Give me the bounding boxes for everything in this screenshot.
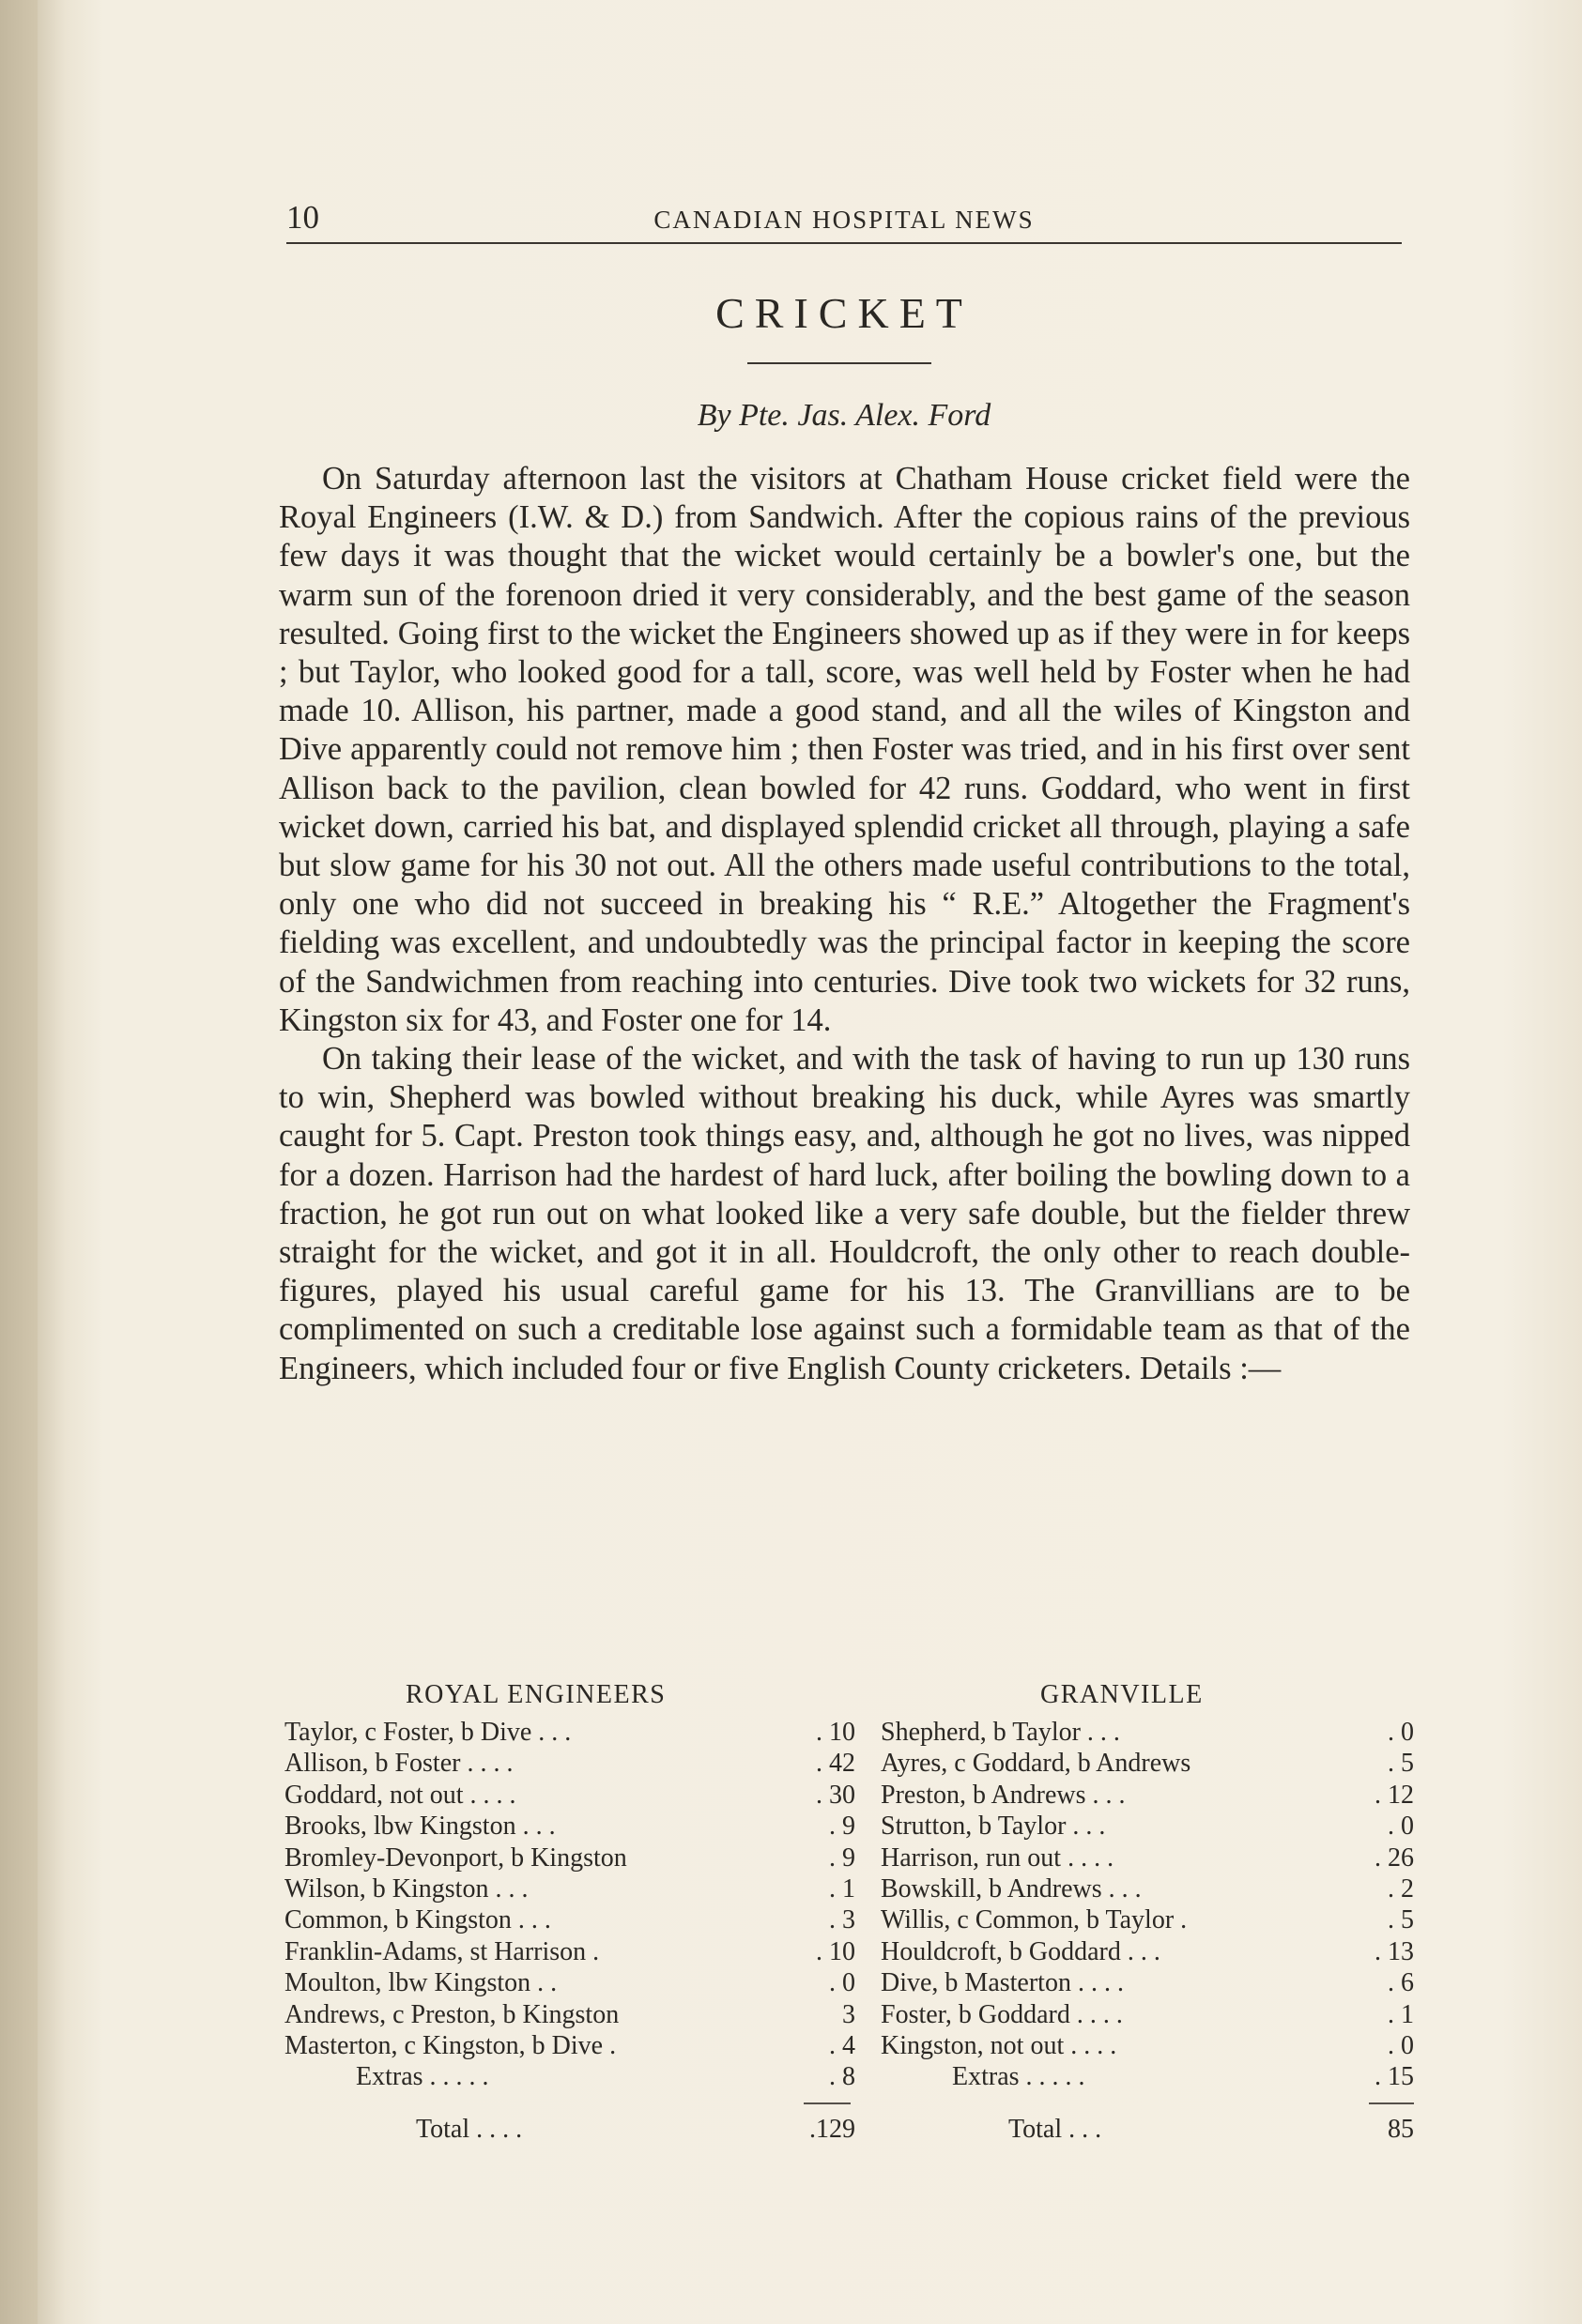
batsman-name: Goddard, not out . . . . [284,1780,516,1810]
batsman-name: Masterton, c Kingston, b Dive . [284,2030,617,2060]
score-row [881,1811,1414,1842]
article-body [279,460,1410,1388]
score-row [881,1780,1414,1811]
granville-scorecard [881,1717,1414,2093]
runs: . 9 [829,1842,855,1873]
royal-engineers-scorecard [284,1717,855,2093]
batsman-name: Extras . . . . . [952,2062,1085,2092]
total-runs: .129 [809,2115,855,2144]
runs: . 0 [829,1968,855,1998]
header-rule [286,242,1402,244]
runs: . 2 [1388,1873,1414,1904]
score-row [881,1873,1414,1904]
runs: . 9 [829,1812,855,1842]
score-row [284,1717,855,1748]
total-label: Total . . . . [416,2115,523,2144]
score-row [881,1936,1414,1967]
score-row [284,1811,855,1842]
score-row [881,2030,1414,2061]
score-row [881,1904,1414,1935]
runs: . 10 [816,1936,855,1966]
batsman-name: Houldcroft, b Goddard . . . [881,1936,1160,1966]
batsman-name: Moulton, lbw Kingston . . [284,1968,558,1998]
score-row [284,1873,855,1904]
score-row [284,1936,855,1967]
batsman-name: Wilson, b Kingston . . . [284,1873,529,1904]
score-row [881,1842,1414,1873]
runs: . 13 [1375,1936,1414,1966]
runs: . 5 [1388,1749,1414,1779]
running-header [286,199,1402,237]
paragraph: On Saturday afternoon last the visitors at Chatham House cricket field were the Royal Engineers (I.W. & D.) from Sandwich. After the copious rains of the previous few days it was thought that the wicket would certainly be a bowler's one, but the warm sun of the forenoon dried it very considerably, and the best game of the season resulted. Going first to the wicket the Engineers showed up as if they were in for keeps ; but Taylor, who looked good for a tall, score, was well held by Foster when he had made 10. Allison, his partner, made a good stand, and all the wiles of Kingston and Dive apparently could not remove him ; then Foster was tried, and in his first over sent Allison back to the pavilion, clean bowled for 42 runs. Goddard, who went in first wicket down, carried his bat, and displayed splendid cricket all through, playing a safe but slow game for his 30 not out. All the others made useful contributions to the total, only one who did not succeed in breaking his “ R.E.” Altogether the Fragment's fielding was excellent, and undoubtedly was the principal factor in keeping the score of the Sandwichmen from reaching into centuries. Dive took two wickets for 32 runs, Kingston six for 43, and Foster one for 14. [279,461,1410,1038]
royal-engineers-total-rule [804,2102,851,2104]
batsman-name: Harrison, run out . . . . [881,1842,1114,1873]
runs: . 12 [1375,1780,1414,1810]
runs: . 6 [1388,1968,1414,1998]
runs: . 15 [1375,2062,1414,2092]
granville-heading: GRANVILLE [1040,1680,1204,1709]
batsman-name: Ayres, c Goddard, b Andrews [881,1749,1191,1779]
score-row [284,2061,855,2092]
byline: By Pte. Jas. Alex. Ford [697,398,991,433]
score-row [284,1904,855,1935]
page-edge [0,0,38,2324]
runs: . 0 [1388,1718,1414,1747]
score-row [284,1967,855,1998]
score-row [881,1748,1414,1779]
runs: . 3 [829,1905,855,1935]
score-row [881,1999,1414,2030]
publication-title: CANADIAN HOSPITAL NEWS [653,206,1035,234]
batsman-name: Kingston, not out . . . . [881,2030,1117,2060]
article-title: CRICKET [715,289,973,337]
batsman-name: Allison, b Foster . . . . [284,1749,514,1779]
runs: . 1 [829,1873,855,1904]
batsman-name: Preston, b Andrews . . . [881,1780,1126,1810]
batsman-name: Shepherd, b Taylor . . . [881,1718,1120,1747]
score-row [284,1748,855,1779]
runs: . 10 [816,1718,855,1747]
batsman-name: Brooks, lbw Kingston . . . [284,1812,556,1842]
runs: . 5 [1388,1905,1414,1935]
score-row [284,1842,855,1873]
score-row [284,2030,855,2061]
runs: . 26 [1375,1842,1414,1873]
title-rule [747,362,931,364]
runs: . 4 [829,2030,855,2060]
score-row [881,1967,1414,1998]
runs: . 42 [816,1749,855,1779]
batsman-name: Taylor, c Foster, b Dive . . . [284,1718,572,1747]
batsman-name: Andrews, c Preston, b Kingston [284,1999,620,2029]
paragraph: On taking their lease of the wicket, and with the task of having to run up 130 runs to win, Shepherd was bowled without breaking his duck, while Ayres was smartly caught for 5. Capt. Preston took things easy, and, although he got no lives, was nipped for a dozen. Harrison had the hardest of hard luck, after boiling the bowling down to a fraction, he got run out on what looked like a very safe double, but the fielder threw straight for the wicket, and got it in all. Houldcroft, the only other to reach double-figures, played his usual careful game for his 13. The Granvillians are to be complimented on such a creditable lose against such a formidable team as that of the Engineers, which included four or five English County cricketers. Details :— [279,1041,1410,1386]
royal-engineers-total-row [416,2114,855,2146]
runs: . 1 [1388,1999,1414,2029]
runs: 3 [842,1999,855,2029]
granville-total-row [1008,2114,1414,2146]
score-row [881,2061,1414,2092]
page-number: 10 [286,199,319,236]
batsman-name: Common, b Kingston . . . [284,1905,551,1935]
batsman-name: Franklin-Adams, st Harrison . [284,1936,600,1966]
batsman-name: Bromley-Devonport, b Kingston [284,1842,627,1873]
batsman-name: Strutton, b Taylor . . . [881,1812,1106,1842]
batsman-name: Willis, c Common, b Taylor . [881,1905,1188,1935]
granville-total-rule [1369,2102,1414,2104]
runs: . 0 [1388,2030,1414,2060]
royal-engineers-heading: ROYAL ENGINEERS [406,1680,667,1709]
runs: . 0 [1388,1812,1414,1842]
runs: . 8 [829,2062,855,2092]
batsman-name: Dive, b Masterton . . . . [881,1968,1124,1998]
batsman-name: Bowskill, b Andrews . . . [881,1873,1142,1904]
score-row [284,1999,855,2030]
batsman-name: Foster, b Goddard . . . . [881,1999,1123,2029]
batsman-name: Extras . . . . . [356,2062,489,2092]
total-label: Total . . . [1008,2115,1102,2144]
total-runs: 85 [1388,2115,1414,2144]
score-row [284,1780,855,1811]
runs: . 30 [816,1780,855,1810]
score-row [881,1717,1414,1748]
